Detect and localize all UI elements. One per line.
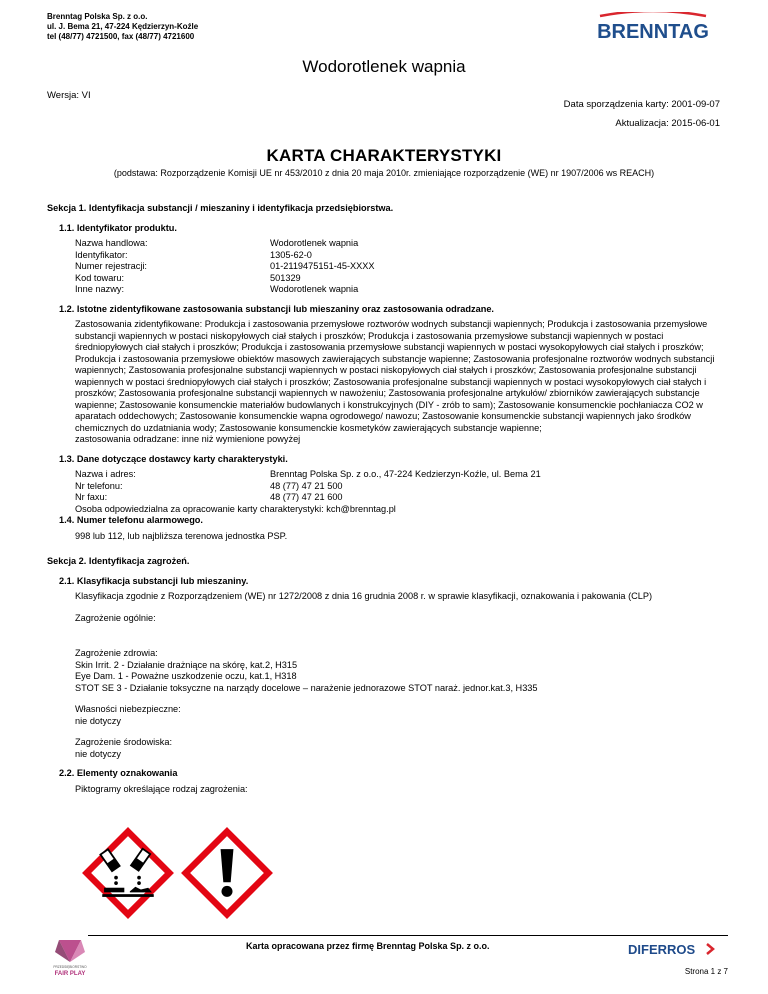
table-row: Nazwa handlowa: Wodorotlenek wapnia [75,238,359,248]
responsible-person: Osoba odpowiedzialna za opracowanie karty charakterystyki: kch@brenntag.pl [75,503,396,514]
environmental-hazard-value: nie dotyczy [75,748,121,759]
version-label: Wersja: VI [47,90,91,101]
document-body [47,203,727,803]
date-updated: Aktualizacja: 2015-06-01 [615,118,720,129]
exclamation-pictogram-icon [181,827,273,919]
supplier-table [75,469,727,515]
dates-block [564,95,720,133]
diferros-text: DIFERROS [628,942,696,957]
dangerous-properties-value: nie dotyczy [75,715,121,726]
uses-advised-against: zastosowania odradzane: inne niż wymienione powyżej [75,434,301,444]
table-row: Inne nazwy: Wodorotlenek wapnia [75,284,359,294]
company-name: Brenntag Polska Sp. z o.o. [47,12,148,21]
general-hazard-label: Zagrożenie ogólnie: [75,612,156,623]
page-number: Strona 1 z 7 [684,967,728,976]
footer-divider [88,935,728,936]
corrosion-pictogram-icon [82,827,174,919]
health-hazard-label: Zagrożenie zdrowia: [75,648,158,658]
footer-text: Karta opracowana przez firmę Brenntag Polska Sp. z o.o. [246,941,490,951]
health-hazard-line: STOT SE 3 - Działanie toksyczne na narządy docelowe – narażenie jednorazowe STOT naraż. jednor.kat.3, H335 [75,682,538,693]
product-identifier-table [75,238,727,296]
company-address [47,12,198,42]
subsection-2-2-title: 2.2. Elementy oznakowania [59,768,178,778]
subsection-2-1-title: 2.1. Klasyfikacja substancji lub mieszaniny. [59,575,249,586]
emergency-phone-text: 998 lub 112, lub najbliższa terenowa jednostka PSP. [75,530,288,541]
identified-uses-text: Zastosowania zidentyfikowane: Produkcja i zastosowania przemysłowe roztworów wodnych substancji wapiennych; Produkcja i zastosowania przemysłowe substancji wapiennych w postaci niskopyłowych ciał stałych i proszków; Produkcja i zastosowania przemysłowe substancji wapiennych w postaci średniopyłowych ciał stałych i proszków; Produkcja i zastosowania przemysłowe substancji wapiennych w postaci wysokopyłowych ciał stałych i proszków; Produkcja i zastosowania przemysłowe obiektów masowych zawierających substancje wapienne; Zastosowania profesjonalne roztworów wodnych substancji wapiennych; Zastosowania profesjonalne substancji wapiennych w postaci niskopyłowych ciał stałych i proszków; Zastosowania profesjonalne substancji wapiennych w postaci średniopyłowych ciał stałych i proszków; Zastosowania profesjonalne substancji wapiennych w postaci wysokopyłowych ciał stałych i proszków; Zastosowania profesjonalne substancji wapiennych w nawożeniu; Zastosowania profesjonalne artykułów/ zbiorników zawierających substancje wapienne; Zastosowanie konsumenckie materiałów budowlanych i konstrukcyjnych (DIY - zrób to sam); Zastosowanie konsumenckie pochłaniacza CO2 w aparatach oddechowych; Zastosowanie konsumenckie wapna ogrodowego/ nawozu; Zastosowanie konsumenckie substancji wapiennych jako środków chemicznych do uzdatniania wody; Zastosowanie konsumenckie kosmetyków zawierających substancje wapienne; [75,319,715,433]
diferros-logo [628,941,718,957]
uses-block [75,319,727,446]
subsection-1-1-title: 1.1. Identyfikator produktu. [59,222,177,233]
subsection-1-3-title: 1.3. Dane dotyczące dostawcy karty charakterystyki. [59,453,288,464]
section-2-title: Sekcja 2. Identyfikacja zagrożeń. [47,556,190,566]
table-row: Identyfikator: 1305-62-0 [75,249,312,260]
fair-play-logo [51,938,89,978]
brenntag-logo-text: BRENNTAG [597,21,709,42]
subsection-1-2-title: 1.2. Istotne zidentyfikowane zastosowania substancji lub mieszaniny oraz zastosowania odradzane. [59,303,494,314]
health-hazard-line: Skin Irrit. 2 - Działanie drażniące na skórę, kat.2, H315 [75,659,298,670]
document-title: KARTA CHARAKTERYSTYKI [266,146,502,165]
table-row: Nr faxu: 48 (77) 47 21 600 [75,492,343,502]
table-row: Nr telefonu: 48 (77) 47 21 500 [75,480,343,491]
product-title: Wodorotlenek wapnia [302,57,466,76]
health-hazard-line: Eye Dam. 1 - Poważne uszkodzenie oczu, kat.1, H318 [75,671,297,681]
clp-text: Klasyfikacja zgodnie z Rozporządzeniem (WE) nr 1272/2008 z dnia 16 grudnia 2008 r. w sprawie klasyfikacji, oznakowania i pakowania (CLP) [75,591,653,601]
company-street: ul. J. Bema 21, 47-224 Kędzierzyn-Koźle [47,22,199,31]
fair-play-text: FAIR PLAY [54,971,86,977]
pictograms-label: Piktogramy określające rodzaj zagrożenia: [75,783,248,794]
environmental-hazard-label: Zagrożenie środowiska: [75,737,173,747]
brenntag-logo [578,12,728,42]
table-row: Numer rejestracji: 01-2119475151-45-XXXX [75,261,375,271]
table-row: Kod towaru: 501329 [75,272,301,283]
date-prepared: Data sporządzenia karty: 2001-09-07 [563,99,720,110]
classification-block [75,591,727,760]
legal-basis: (podstawa: Rozporządzenie Komisji UE nr 453/2010 z dnia 20 maja 2010r. zmieniające rozporządzenie (WE) nr 1907/2006 ws REACH) [113,168,655,178]
company-phone: tel (48/77) 4721500, fax (48/77) 4721600 [47,32,195,41]
fair-play-subtext: PRZEDSIĘBIORSTWO [53,965,87,969]
dangerous-properties-label: Własności niebezpieczne: [75,704,181,714]
table-row: Nazwa i adres: Brenntag Polska Sp. z o.o., 47-224 Kedzierzyn-Koźle, ul. Bema 21 [75,469,541,479]
subsection-1-4-title: 1.4. Numer telefonu alarmowego. [59,515,203,525]
section-1-title: Sekcja 1. Identyfikacja substancji / mieszaniny i identyfikacja przedsiębiorstwa. [47,203,394,213]
